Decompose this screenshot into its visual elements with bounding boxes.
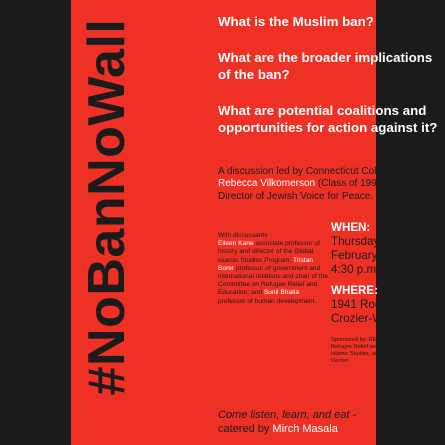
- event-poster: [71, 0, 442, 445]
- footer-line-2-prefix: catered by: [218, 423, 273, 435]
- question-1: What is the Muslim ban?: [218, 14, 374, 29]
- footer-note: [218, 408, 440, 436]
- discussants-list: [218, 232, 328, 306]
- discussant-desc: associate professor of history and director of the Global Islamic Studies Program;: [218, 240, 320, 264]
- event-building: Crozier-Williams: [331, 312, 416, 325]
- discussants-lead: With discussants: [218, 232, 268, 239]
- where-details: [331, 298, 441, 326]
- event-time: 4:30 p.m.: [331, 263, 380, 276]
- event-day: Thursday,: [331, 235, 382, 248]
- event-date: February 2: [331, 249, 388, 262]
- vertical-title-band: [71, 0, 143, 445]
- when-label: WHEN:: [331, 221, 371, 234]
- hashtag-title: #NoBanNoWall: [78, 18, 136, 396]
- discussant-name: Tristan Borer: [218, 256, 313, 272]
- discussant-desc: professor of human development.: [218, 297, 317, 305]
- discussant-name: Sunil Bhatia: [263, 289, 300, 297]
- discussant-name: Eileen Kane: [218, 240, 254, 248]
- where-label: WHERE:: [331, 284, 379, 297]
- question-3: What are potential coalitions and opportunities for action against it?: [218, 103, 438, 135]
- when-details: [331, 235, 441, 277]
- sponsor-note: Sponsored by: REP, the Committee on Refugee Relief and Education, Global Islamic Studies, and the Academic Resource Center.: [331, 337, 442, 364]
- question-2: What are the broader implications of the ban?: [218, 50, 433, 82]
- lead-speaker-name: Rebecca Vilkomerson: [218, 178, 316, 190]
- discussant-desc: professor of government and international relations and chair of the Committee on Refugee Relief and Education; and: [218, 264, 328, 297]
- intro-after: (Class of 1993), Executive Director of Jewish Voice for Peace.: [218, 178, 435, 202]
- event-room: 1941 Room: [331, 298, 391, 311]
- footer-line-1: Come listen, learn, and eat -: [218, 409, 357, 421]
- intro-text: [218, 166, 440, 203]
- caterer-name: Mirch Masala: [272, 423, 338, 435]
- intro-before: A discussion led by Connecticut College alumna: [218, 166, 431, 177]
